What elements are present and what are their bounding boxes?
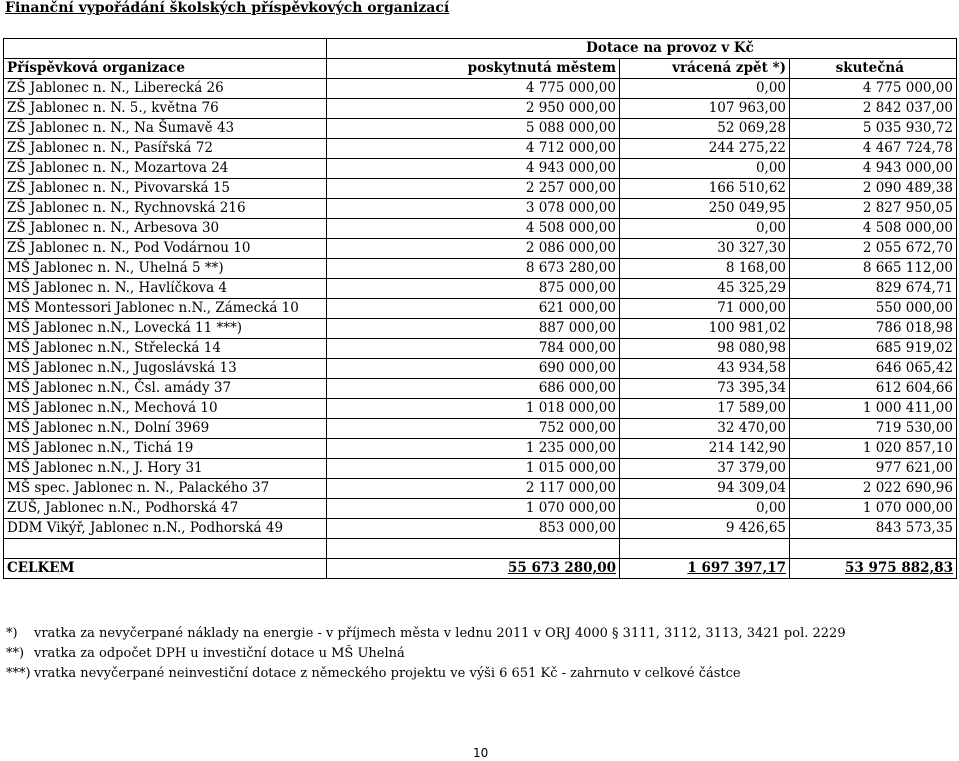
table-row: [4, 219, 957, 239]
actual-cell: 685 919,02: [790, 339, 957, 359]
provided-cell: 3 078 000,00: [327, 199, 620, 219]
table-row: [4, 239, 957, 259]
header-actual: skutečná: [790, 59, 957, 79]
table-row: [4, 399, 957, 419]
returned-cell: 166 510,62: [620, 179, 790, 199]
provided-cell: 4 508 000,00: [327, 219, 620, 239]
table-body: [4, 79, 957, 539]
header-group-row: [4, 39, 957, 59]
footnotes: [6, 624, 846, 684]
spacer-cell: [790, 539, 957, 559]
table-row: [4, 519, 957, 539]
actual-cell: 719 530,00: [790, 419, 957, 439]
returned-cell: 214 142,90: [620, 439, 790, 459]
returned-cell: 107 963,00: [620, 99, 790, 119]
table-row: [4, 79, 957, 99]
spacer-cell: [327, 539, 620, 559]
org-name-cell: MŠ Jablonec n.N., Jugoslávská 13: [4, 359, 327, 379]
returned-cell: 32 470,00: [620, 419, 790, 439]
footnote-text: vratka za nevyčerpané náklady na energie - v příjmech města v lednu 2011 v ORJ 4000 § 3111, 3112, 3113, 3421 pol. 2229: [34, 626, 846, 641]
actual-cell: 8 665 112,00: [790, 259, 957, 279]
org-name-cell: MŠ Montessori Jablonec n.N., Zámecká 10: [4, 299, 327, 319]
total-row: [4, 559, 957, 579]
total-label: CELKEM: [4, 559, 327, 579]
total-provided-value: 55 673 280,00: [507, 560, 616, 576]
provided-cell: 4 943 000,00: [327, 159, 620, 179]
table-row: [4, 319, 957, 339]
org-name-cell: ZŠ Jablonec n. N., Arbesova 30: [4, 219, 327, 239]
returned-cell: 30 327,30: [620, 239, 790, 259]
org-name-cell: DDM Vikýř, Jablonec n.N., Podhorská 49: [4, 519, 327, 539]
actual-cell: 1 000 411,00: [790, 399, 957, 419]
footnote-mark: **): [6, 646, 25, 661]
table-row: [4, 499, 957, 519]
spacer-cell: [620, 539, 790, 559]
actual-cell: 612 604,66: [790, 379, 957, 399]
returned-cell: 0,00: [620, 499, 790, 519]
table-row: [4, 379, 957, 399]
org-name-cell: ZUŠ, Jablonec n.N., Podhorská 47: [4, 499, 327, 519]
returned-cell: 52 069,28: [620, 119, 790, 139]
provided-cell: 4 775 000,00: [327, 79, 620, 99]
actual-cell: 4 508 000,00: [790, 219, 957, 239]
table-row: [4, 339, 957, 359]
actual-cell: 4 943 000,00: [790, 159, 957, 179]
returned-cell: 0,00: [620, 159, 790, 179]
settlement-table: [3, 38, 957, 579]
table-row: [4, 139, 957, 159]
provided-cell: 784 000,00: [327, 339, 620, 359]
actual-cell: 4 775 000,00: [790, 79, 957, 99]
org-name-cell: MŠ Jablonec n.N., J. Hory 31: [4, 459, 327, 479]
org-name-cell: ZŠ Jablonec n. N., Mozartova 24: [4, 159, 327, 179]
returned-cell: 71 000,00: [620, 299, 790, 319]
actual-cell: 829 674,71: [790, 279, 957, 299]
returned-cell: 9 426,65: [620, 519, 790, 539]
org-name-cell: ZŠ Jablonec n. N., Rychnovská 216: [4, 199, 327, 219]
spacer-row: [4, 539, 957, 559]
header-group-label: Dotace na provoz v Kč: [327, 39, 957, 59]
org-name-cell: MŠ Jablonec n.N., Čsl. amády 37: [4, 379, 327, 399]
table-row: [4, 159, 957, 179]
actual-cell: 2 842 037,00: [790, 99, 957, 119]
actual-cell: 977 621,00: [790, 459, 957, 479]
actual-cell: 1 020 857,10: [790, 439, 957, 459]
provided-cell: 2 117 000,00: [327, 479, 620, 499]
provided-cell: 4 712 000,00: [327, 139, 620, 159]
actual-cell: 5 035 930,72: [790, 119, 957, 139]
returned-cell: 45 325,29: [620, 279, 790, 299]
table-row: [4, 199, 957, 219]
org-name-cell: MŠ Jablonec n.N., Tichá 19: [4, 439, 327, 459]
provided-cell: 1 018 000,00: [327, 399, 620, 419]
table-row: [4, 359, 957, 379]
footnote-mark: ***): [6, 666, 31, 681]
org-name-cell: ZŠ Jablonec n. N., Pasířská 72: [4, 139, 327, 159]
provided-cell: 2 086 000,00: [327, 239, 620, 259]
footnote-text: vratka za odpočet DPH u investiční dotace u MŠ Uhelná: [34, 646, 405, 661]
org-name-cell: MŠ Jablonec n.N., Dolní 3969: [4, 419, 327, 439]
returned-cell: 43 934,58: [620, 359, 790, 379]
org-name-cell: MŠ Jablonec n. N., Havlíčkova 4: [4, 279, 327, 299]
provided-cell: 1 070 000,00: [327, 499, 620, 519]
actual-cell: 2 022 690,96: [790, 479, 957, 499]
returned-cell: 100 981,02: [620, 319, 790, 339]
org-name-cell: ZŠ Jablonec n. N., Na Šumavě 43: [4, 119, 327, 139]
provided-cell: 8 673 280,00: [327, 259, 620, 279]
actual-cell: 4 467 724,78: [790, 139, 957, 159]
provided-cell: 690 000,00: [327, 359, 620, 379]
table-row: [4, 279, 957, 299]
actual-cell: 646 065,42: [790, 359, 957, 379]
provided-cell: 1 235 000,00: [327, 439, 620, 459]
page-number: 10: [473, 746, 489, 760]
actual-cell: 2 090 489,38: [790, 179, 957, 199]
returned-cell: 94 309,04: [620, 479, 790, 499]
table-row: [4, 259, 957, 279]
provided-cell: 686 000,00: [327, 379, 620, 399]
provided-cell: 875 000,00: [327, 279, 620, 299]
returned-cell: 8 168,00: [620, 259, 790, 279]
returned-cell: 17 589,00: [620, 399, 790, 419]
table-row: [4, 479, 957, 499]
org-name-cell: MŠ Jablonec n.N., Lovecká 11 ***): [4, 319, 327, 339]
returned-cell: 0,00: [620, 79, 790, 99]
org-name-cell: ZŠ Jablonec n. N., Liberecká 26: [4, 79, 327, 99]
table-row: [4, 459, 957, 479]
org-name-cell: ZŠ Jablonec n. N., Pod Vodárnou 10: [4, 239, 327, 259]
provided-cell: 887 000,00: [327, 319, 620, 339]
table-row: [4, 119, 957, 139]
provided-cell: 752 000,00: [327, 419, 620, 439]
returned-cell: 98 080,98: [620, 339, 790, 359]
table-row: [4, 419, 957, 439]
actual-cell: 843 573,35: [790, 519, 957, 539]
header-columns-row: [4, 59, 957, 79]
header-empty: [4, 39, 327, 59]
returned-cell: 250 049,95: [620, 199, 790, 219]
org-name-cell: ZŠ Jablonec n. N. 5., května 76: [4, 99, 327, 119]
provided-cell: 5 088 000,00: [327, 119, 620, 139]
total-actual: [790, 559, 957, 579]
actual-cell: 550 000,00: [790, 299, 957, 319]
total-returned: [620, 559, 790, 579]
total-provided: [327, 559, 620, 579]
table-row: [4, 99, 957, 119]
provided-cell: 621 000,00: [327, 299, 620, 319]
provided-cell: 2 950 000,00: [327, 99, 620, 119]
org-name-cell: MŠ Jablonec n. N., Uhelná 5 **): [4, 259, 327, 279]
actual-cell: 2 055 672,70: [790, 239, 957, 259]
org-name-cell: ZŠ Jablonec n. N., Pivovarská 15: [4, 179, 327, 199]
spacer-cell: [4, 539, 327, 559]
table-row: [4, 179, 957, 199]
actual-cell: 1 070 000,00: [790, 499, 957, 519]
total-actual-value: 53 975 882,83: [844, 560, 953, 576]
footnote-mark: *): [6, 626, 18, 641]
table-row: [4, 439, 957, 459]
page-title: Finanční vypořádání školských příspěvkových organizací: [5, 0, 450, 16]
provided-cell: 2 257 000,00: [327, 179, 620, 199]
provided-cell: 1 015 000,00: [327, 459, 620, 479]
org-name-cell: MŠ Jablonec n.N., Střelecká 14: [4, 339, 327, 359]
table-row: [4, 299, 957, 319]
org-name-cell: MŠ spec. Jablonec n. N., Palackého 37: [4, 479, 327, 499]
actual-cell: 786 018,98: [790, 319, 957, 339]
returned-cell: 37 379,00: [620, 459, 790, 479]
returned-cell: 73 395,34: [620, 379, 790, 399]
footnote-text: vratka nevyčerpané neinvestiční dotace z německého projektu ve výši 6 651 Kč - zahrnuto v celkové částce: [34, 666, 741, 681]
returned-cell: 0,00: [620, 219, 790, 239]
header-org: Příspěvková organizace: [4, 59, 327, 79]
actual-cell: 2 827 950,05: [790, 199, 957, 219]
org-name-cell: MŠ Jablonec n.N., Mechová 10: [4, 399, 327, 419]
provided-cell: 853 000,00: [327, 519, 620, 539]
total-returned-value: 1 697 397,17: [687, 560, 786, 576]
footnote: [6, 644, 846, 664]
returned-cell: 244 275,22: [620, 139, 790, 159]
footnote: [6, 624, 846, 644]
header-returned: vrácená zpět *): [620, 59, 790, 79]
footnote: [6, 664, 846, 684]
header-provided: poskytnutá městem: [327, 59, 620, 79]
